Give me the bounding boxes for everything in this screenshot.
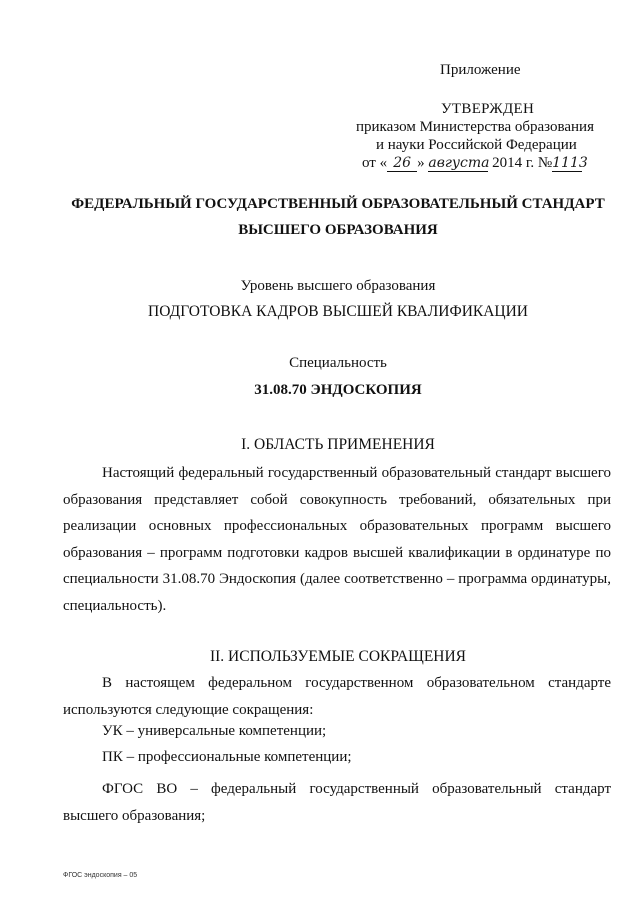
approval-title: УТВЕРЖДЕН bbox=[441, 101, 535, 117]
section2-intro: В настоящем федеральном государственном образовательном стандарте используются следующие сокращения: bbox=[63, 675, 611, 718]
section1-paragraph: Настоящий федеральный государственный образовательный стандарт высшего образования представляет собой совокупность требований, обязательных при реализации основных профессиональных образовательных программ высшего образования – программ подготовки кадров высшей квалификации в ординатуре по специальности 31.08.70 Эндоскопия (далее соответственно – программа ординатуры, специальность). bbox=[63, 465, 611, 614]
date-prefix: от « bbox=[362, 155, 388, 171]
approval-date-line bbox=[362, 155, 588, 172]
document-title-line2: ВЫСШЕГО ОБРАЗОВАНИЯ bbox=[238, 222, 438, 238]
approval-ministry-line: и науки Российской Федерации bbox=[376, 137, 577, 153]
education-level-label: Уровень высшего образования bbox=[240, 278, 436, 294]
abbreviation-item: ФГОС ВО – федеральный государственный образовательный стандарт высшего образования; bbox=[63, 781, 611, 824]
date-year: 2014 г. № bbox=[492, 155, 553, 171]
appendix-label: Приложение bbox=[440, 62, 521, 78]
page-footer: ФГОС эндоскопия – 05 bbox=[63, 872, 138, 879]
education-level-value: ПОДГОТОВКА КАДРОВ ВЫСШЕЙ КВАЛИФИКАЦИИ bbox=[148, 303, 528, 320]
date-month-handwritten: августа bbox=[428, 155, 490, 171]
specialty-value: 31.08.70 ЭНДОСКОПИЯ bbox=[254, 382, 422, 398]
date-quote-close: » bbox=[417, 155, 425, 171]
abbreviation-item: ПК – профессиональные компетенции; bbox=[102, 749, 352, 765]
approval-order-line: приказом Министерства образования bbox=[356, 119, 594, 135]
order-number-handwritten: 1113 bbox=[552, 155, 588, 171]
abbreviation-item: УК – универсальные компетенции; bbox=[102, 723, 327, 739]
section2-heading: II. ИСПОЛЬЗУЕМЫЕ СОКРАЩЕНИЯ bbox=[209, 648, 467, 665]
date-day-handwritten: 26 bbox=[387, 156, 417, 172]
document-title-line1: ФЕДЕРАЛЬНЫЙ ГОСУДАРСТВЕННЫЙ ОБРАЗОВАТЕЛЬНЫЙ СТАНДАРТ bbox=[71, 196, 605, 212]
specialty-label: Специальность bbox=[289, 355, 387, 371]
section1-heading: I. ОБЛАСТЬ ПРИМЕНЕНИЯ bbox=[241, 436, 435, 453]
